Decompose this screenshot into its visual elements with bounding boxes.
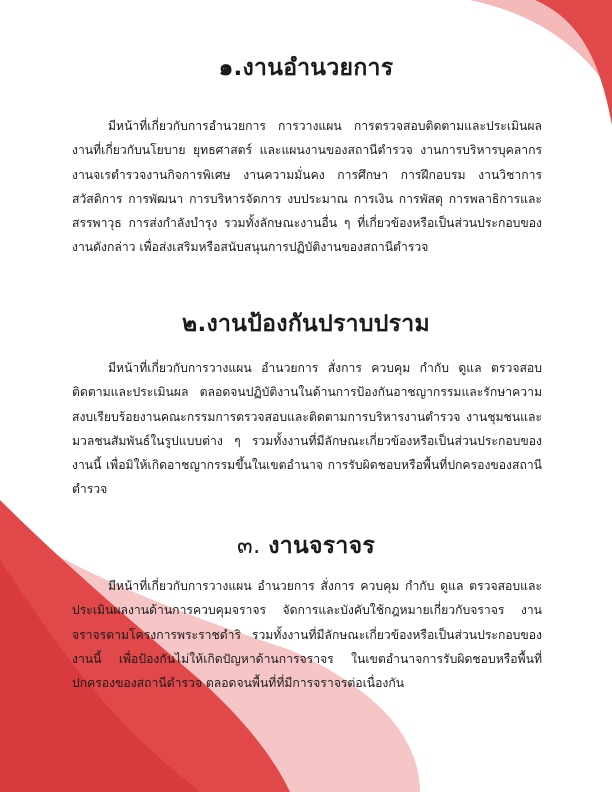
section-2-body: มีหน้าที่เกี่ยวกับการวางแผน อำนวยการ สั่งการ ควบคุม กำกับ ดูแล ตรวจสอบติดตามและประเมินผล ตลอดจนปฏิบัติงานในด้านการป้องกันอาชญากรรมและรักษาความสงบเรียบร้อยงานคณะกรรมการตรวจสอบและติดตามการบริหารงานตำรวจ งานชุมชนและมวลชนสัมพันธ์ในรูปแบบต่าง ๆ รวมทั้งงานที่มีลักษณะเกี่ยวข้องหรือเป็นส่วนประกอบของงานนี้ เพื่อมิให้เกิดอาชญากรรมขึ้นในเขตอำนาจ การรับผิดชอบหรือพื้นที่ปกครองของสถานีตำรวจ — [72, 361, 542, 497]
section-1-body: มีหน้าที่เกี่ยวกับการอำนวยการ การวางแผน การตรวจสอบติดตามและประเมินผลงานที่เกี่ยวกับนโยบาย ยุทธศาสตร์ และแผนงานของสถานีตำรวจ งานการบริหารบุคลากร งานจเรตำรวจงานกิจการพิเศษ งานความมั่นคง การศึกษา การฝึกอบรม งานวิชาการ สวัสดิการ การพัฒนา การบริหารจัดการ งบประมาณ การเงิน การพัสดุ การพลาธิการและสรรพาวุธ การส่งกำลังบำรุง รวมทั้งลักษณะงานอื่น ๆ ที่เกี่ยวข้องหรือเป็นส่วนประกอบของงานดังกล่าว เพื่อส่งเสริมหรือสนับสนุนการปฏิบัติงานของสถานีตำรวจ — [72, 119, 542, 255]
section-1-heading: ๑.งานอำนวยการ — [218, 55, 394, 81]
section-3-body: มีหน้าที่เกี่ยวกับการวางแผน อำนวยการ สั่งการ ควบคุม กำกับ ดูแล ตรวจสอบและประเมินผลงานด้านการควบคุมจราจร จัดการและบังคับใช้กฎหมายเกี่ยวกับจราจร งานจราจรตามโครงการพระราชดำริ รวมทั้งงานที่มีลักษณะเกี่ยวข้องหรือเป็นส่วนประกอบของงานนี้ เพื่อป้องกันไม่ให้เกิดปัญหาด้านการจราจร ในเขตอำนาจการรับผิดชอบหรือพื้นที่ปกครองของสถานีตำรวจ ตลอดจนพื้นที่ที่มีการจราจรต่อเนื่องกัน — [72, 579, 542, 691]
section-3-heading-text: งานจราจร — [268, 533, 376, 559]
section-3-heading-number: ๓. — [236, 533, 261, 559]
section-3-heading — [0, 528, 612, 564]
section-2-heading: ๒.งานป้องกันปราบปราม — [182, 311, 430, 337]
